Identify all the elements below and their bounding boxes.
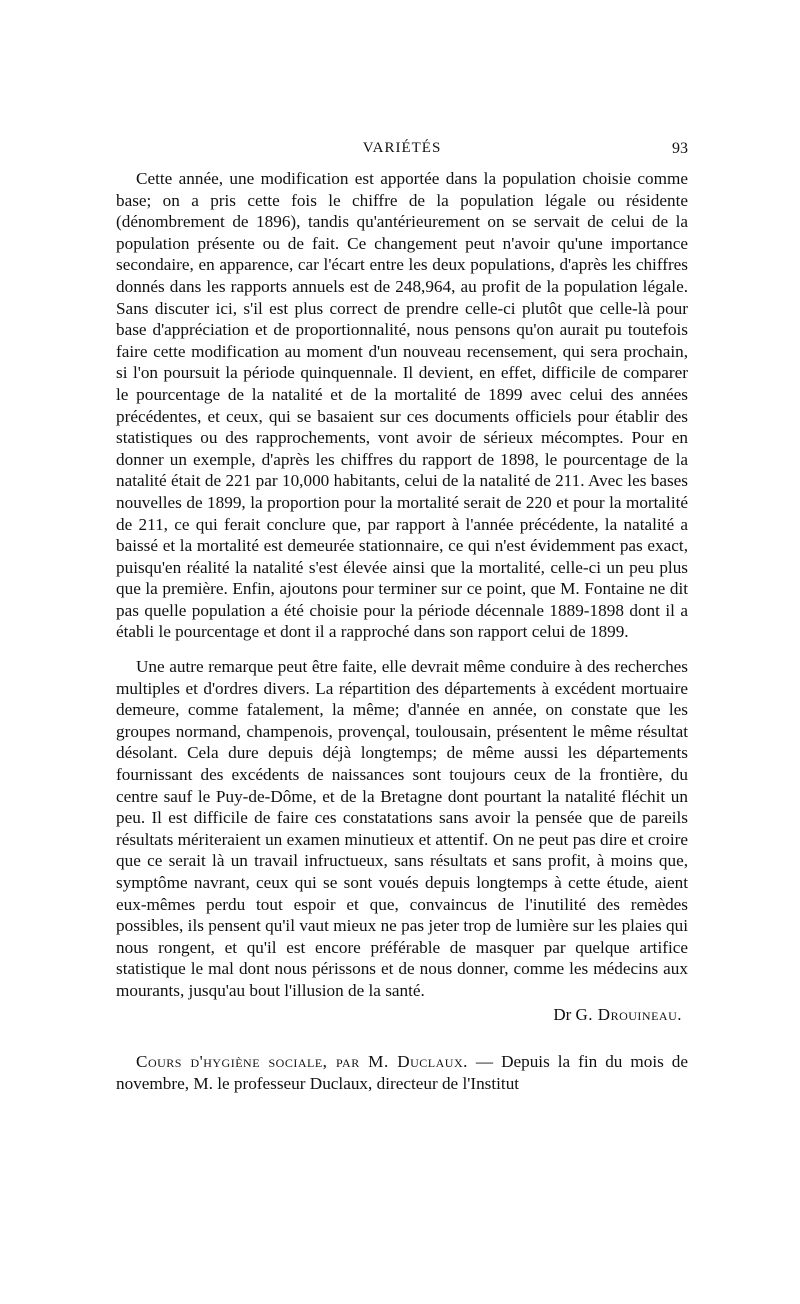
running-title: VARIÉTÉS	[362, 140, 442, 156]
document-page	[116, 140, 688, 1094]
body-paragraph-2: Une autre remarque peut être faite, elle devrait même conduire à des recherches multiples et d'ordres divers. La répartition des départements à excédent mortuaire demeure, comme fatalement, la même; d'année en année, on constate que les groupes normand, champenois, provençal, toulousain, présentent le même résultat désolant. Cela dure depuis déjà longtemps; de même aussi les départements fournissant des excédents de naissances sont toujours ceux de la frontière, du centre sauf le Puy-de-Dôme, et de la Bretagne dont pourtant la natalité fléchit un peu. Il est difficile de faire ces constatations sans avoir la pensée que de pareils résultats mériteraient un examen minutieux et attentif. On ne peut pas dire et croire que ce serait là un travail infructueux, sans résultats et sans profit, à moins que, symptôme navrant, ceux qui se sont voués depuis longtemps à cette étude, aient eux-mêmes perdu tout espoir et que, convaincus de l'inutilité des remèdes possibles, ils pensent qu'il vaut mieux ne pas jeter trop de lumière sur les plaies qui nous rongent, et qu'il est encore préférable de masquer par quelque artifice statistique le mal dont nous périssons et de nous donner, comme les médecins aux mourants, jusqu'au bout l'illusion de la santé.	[116, 657, 688, 1000]
author-signature	[116, 1004, 688, 1026]
body-paragraph-1: Cette année, une modification est apportée dans la population choisie comme base; on a pris cette fois le chiffre de la population légale ou résidente (dénombrement de 1896), tandis qu'antérieurement on se servait de celui de la population présente ou de fait. Ce changement peut n'avoir qu'une importance secondaire, en apparence, car l'écart entre les deux populations, d'après les chiffres donnés dans les rapports annuels est de 248,964, au profit de la population légale. Sans discuter ici, s'il est plus correct de prendre celle-ci plutôt que celle-là pour base d'appréciation et de proportionnalité, nous pensons qu'on aurait pu toutefois faire cette modification au moment d'un nouveau recensement, qui sera prochain, si l'on poursuit la période quinquennale. Il devient, en effet, difficile de comparer le pourcentage de la natalité et de la mortalité de 1899 avec celui des années précédentes, et ceux, qui se basaient sur ces documents officiels pour établir des statistiques ou des rapprochements, vont avoir de sérieux mécomptes. Pour en donner un exemple, d'après les chiffres du rapport de 1898, le pourcentage de la natalité était de 221 par 10,000 habitants, celui de la natalité de 211. Avec les bases nouvelles de 1899, la proportion pour la mortalité serait de 220 et pour la mortalité de 211, ce qui ferait conclure que, par rapport à l'année précédente, la natalité a baissé et la mortalité est demeurée stationnaire, ce qui n'est évidemment pas exact, puisqu'en réalité la natalité s'est élevée ainsi que la mortalité, celle-ci un peu plus que la première. Enfin, ajoutons pour terminer sur ce point, que M. Fontaine ne dit pas quelle population a été choisie pour la période décennale 1889-1898 dont il a établi le pourcentage et dont il a rapproché dans son rapport celui de 1899.	[116, 169, 688, 642]
section-heading: Cours d'hygiène sociale, par M. Duclaux.	[136, 1052, 468, 1072]
section-paragraph	[116, 1051, 688, 1094]
signature-name: G. Drouineau.	[575, 1004, 682, 1024]
section-text: — Depuis la fin du mois de novembre, M. le professeur Duclaux, directeur de l'Institut	[116, 1052, 688, 1093]
signature-prefix: Dr	[553, 1004, 572, 1024]
page-number: 93	[672, 140, 688, 157]
running-header	[116, 140, 688, 168]
